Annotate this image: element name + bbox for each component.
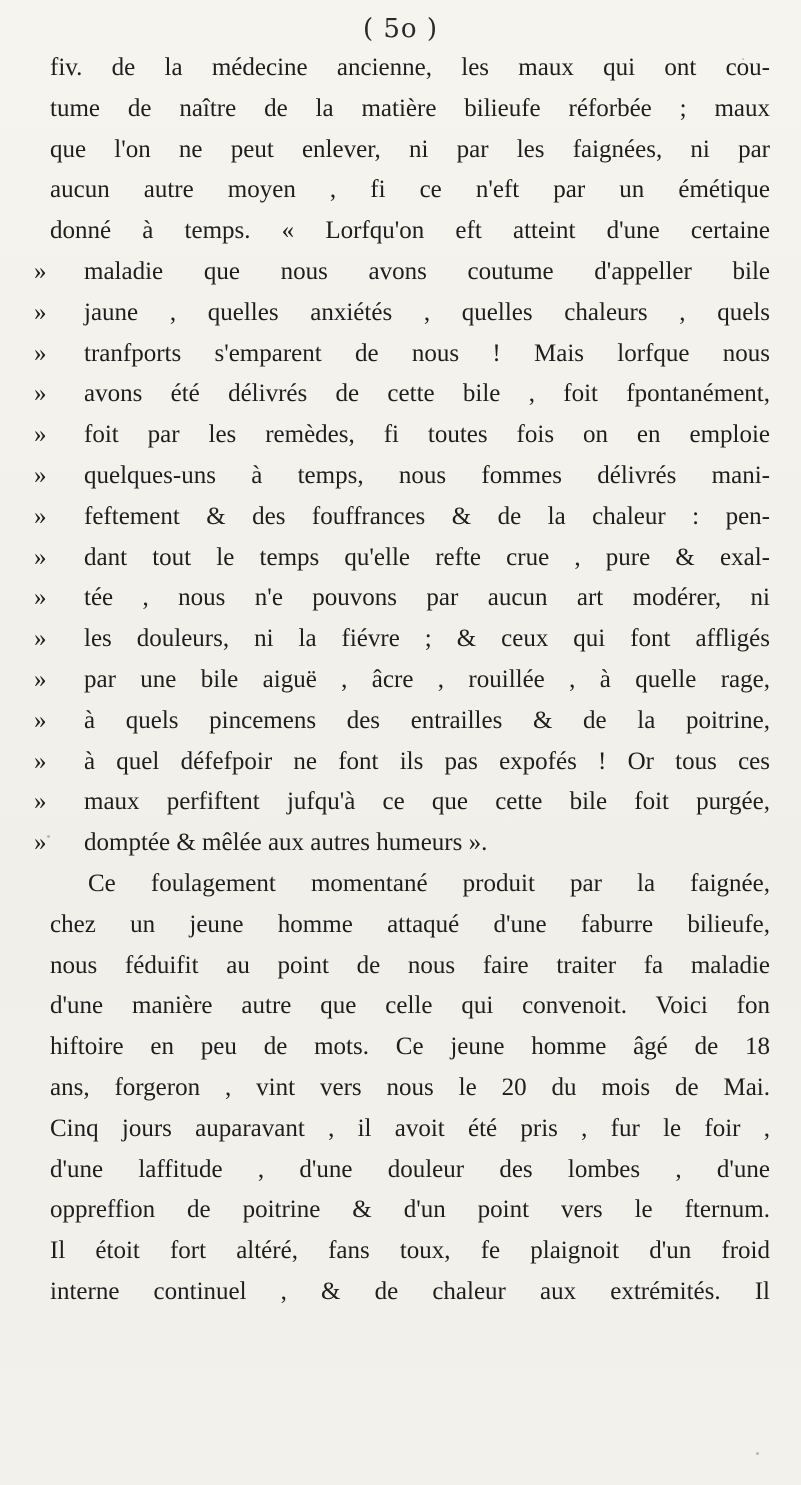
text-line: ans, forgeron , vint vers nous le 20 du mois de Mai. — [50, 1073, 770, 1101]
paper-speck — [742, 58, 744, 60]
quote-mark: » — [34, 665, 47, 693]
quoted-line: » dant tout le temps qu'elle refte crue , pure & exal- — [50, 538, 770, 579]
text-line: d'une laffitude , d'une douleur des lombes , d'une — [50, 1155, 770, 1183]
text-line: oppreffion de poitrine & d'un point vers le fternum. — [50, 1196, 770, 1224]
quote-mark: » — [34, 788, 47, 816]
quoted-line: » jaune , quelles anxiétés , quelles chaleurs , quels — [50, 293, 770, 334]
text-line: interne continuel , & de chaleur aux extrémités. Il — [50, 1277, 770, 1305]
quote-mark: » — [34, 584, 47, 612]
text-line: Il étoit fort altéré, fans toux, fe plaignoit d'un froid — [50, 1237, 770, 1265]
text-line: Cinq jours auparavant , il avoit été pris , fur le foir , — [50, 1114, 770, 1142]
quoted-passage — [34, 252, 770, 864]
quoted-line: » à quel défefpoir ne font ils pas expofés ! Or tous ces — [50, 742, 770, 783]
quote-mark: » — [34, 257, 47, 285]
quoted-line: » maux perfiftent jufqu'à ce que cette bile foit purgée, — [50, 782, 770, 823]
quoted-line: » par une bile aiguë , âcre , rouillée , à quelle rage, — [50, 660, 770, 701]
quoted-line: » maladie que nous avons coutume d'appeller bile — [50, 252, 770, 293]
quote-mark: » — [34, 421, 47, 449]
quoted-line: » avons été délivrés de cette bile , foit fpontanément, — [50, 374, 770, 415]
text-line: hiftoire en peu de mots. Ce jeune homme âgé de 18 — [50, 1033, 770, 1061]
quoted-line: » tranfports s'emparent de nous ! Mais lorfque nous — [50, 334, 770, 375]
page-number: ( 5o ) — [362, 14, 438, 44]
quote-mark: » — [34, 543, 47, 571]
quote-mark: » — [34, 747, 47, 775]
quoted-line: » les douleurs, ni la fiévre ; & ceux qui font affligés — [50, 619, 770, 660]
quote-mark: » — [34, 829, 47, 857]
quote-mark: » — [34, 298, 47, 326]
quote-mark: » — [34, 461, 47, 489]
quoted-line: » feftement & des fouffrances & de la chaleur : pen- — [50, 497, 770, 538]
quoted-line: » quelques-uns à temps, nous fommes délivrés mani- — [50, 456, 770, 497]
quoted-line: » foit par les remèdes, fi toutes fois on en emploie — [50, 415, 770, 456]
text-line: d'une manière autre que celle qui convenoit. Voici fon — [50, 992, 770, 1020]
quote-mark: » — [34, 339, 47, 367]
text-line: nous féduifit au point de nous faire traiter fa maladie — [50, 951, 770, 979]
paper-speck — [756, 1452, 759, 1455]
text-line: tume de naître de la matière bilieufe réforbée ; maux — [50, 94, 770, 122]
text-line: que l'on ne peut enlever, ni par les faignées, ni par — [50, 135, 770, 163]
paragraph-first-line: Ce foulagement momentané produit par la faignée, — [88, 869, 770, 897]
body-text — [34, 48, 770, 1313]
text-line: aucun autre moyen , fi ce n'eft par un émétique — [50, 176, 770, 204]
quoted-line: » tée , nous n'e pouvons par aucun art modérer, ni — [50, 578, 770, 619]
quoted-line: » domptée & mêlée aux autres humeurs ». — [50, 823, 770, 864]
text-line: chez un jeune homme attaqué d'une faburre bilieufe, — [50, 910, 770, 938]
quote-mark: » — [34, 502, 47, 530]
text-line: fiv. de la médecine ancienne, les maux qui ont cou- — [50, 54, 770, 81]
quote-mark: » — [34, 380, 47, 408]
quote-mark: » — [34, 625, 47, 653]
text-line: donné à temps. « Lorfqu'on eft atteint d'une certaine — [50, 217, 770, 245]
paper-speck — [47, 835, 50, 838]
quoted-line: » à quels pincemens des entrailles & de la poitrine, — [50, 701, 770, 742]
quote-mark: » — [34, 706, 47, 734]
